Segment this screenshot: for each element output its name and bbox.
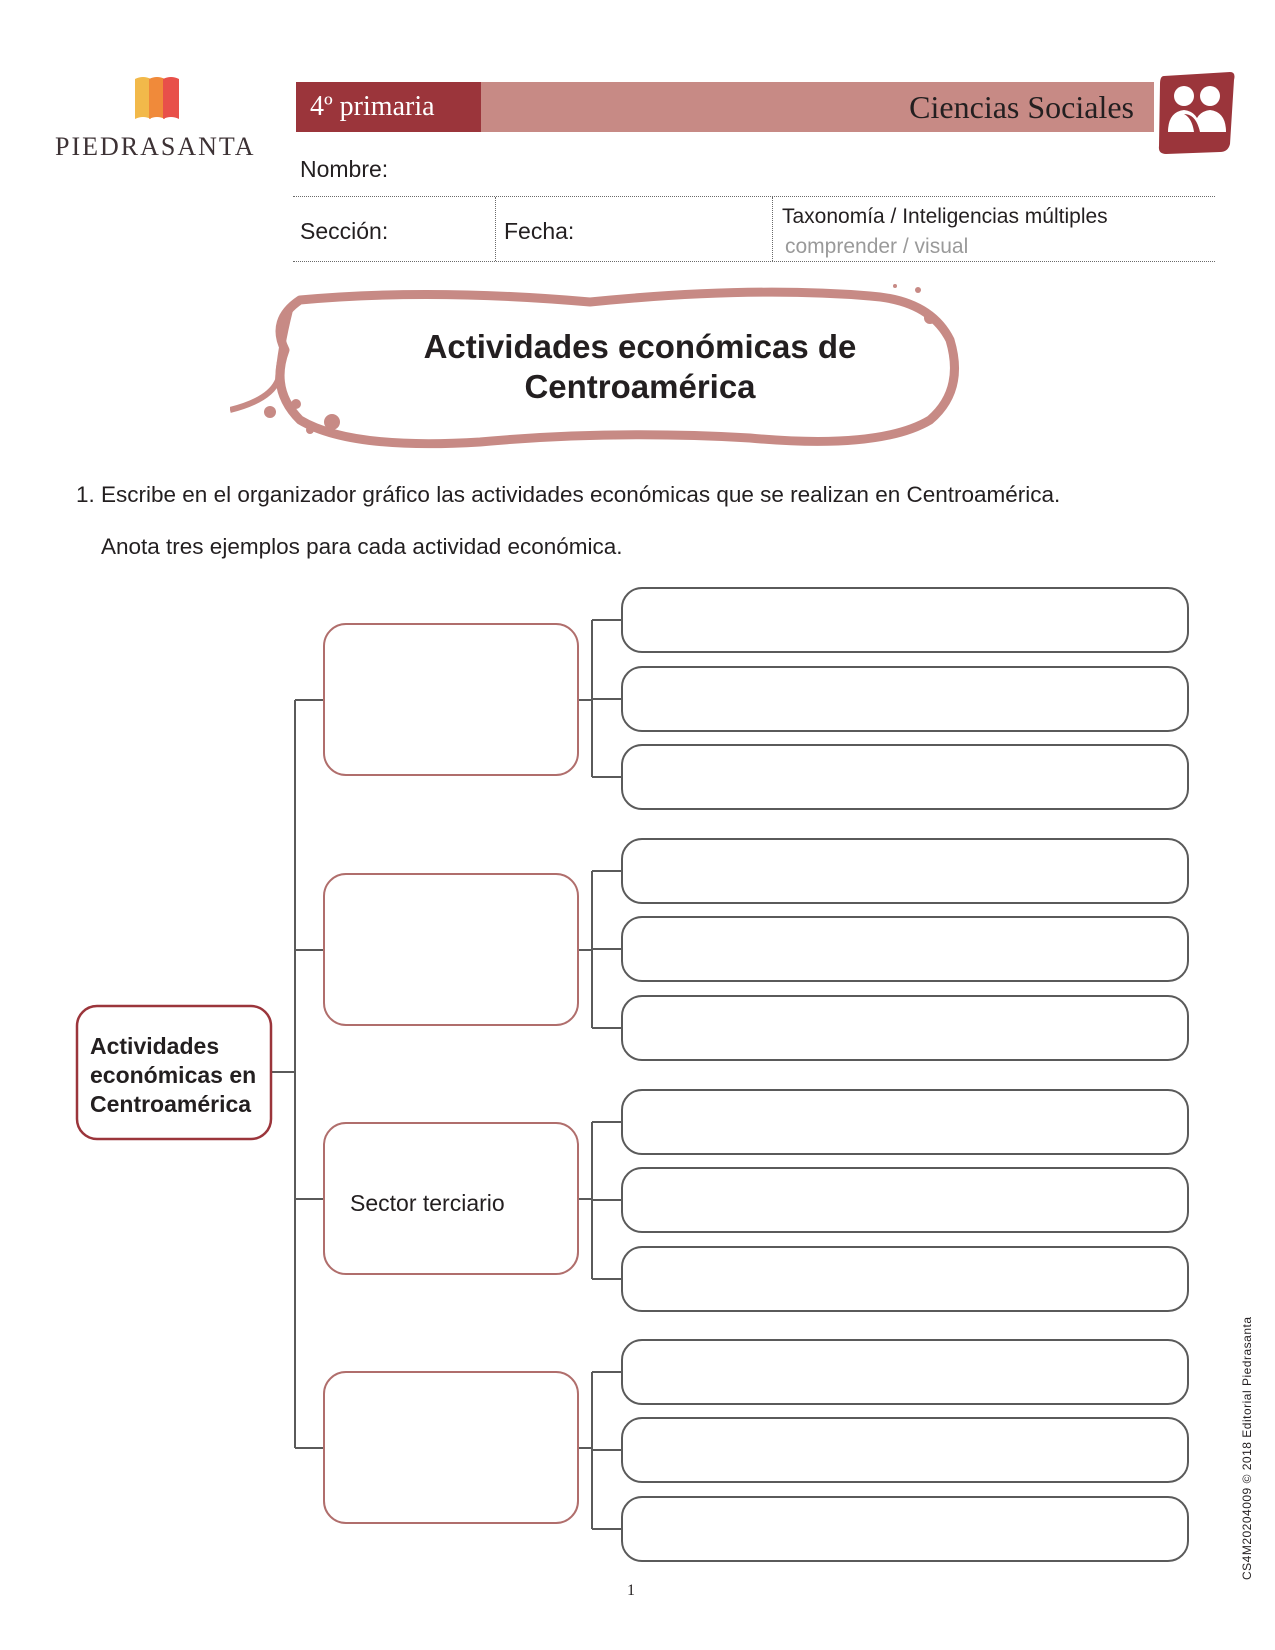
example-box-3-2[interactable] (622, 1168, 1188, 1232)
instruction-line-1: 1. Escribe en el organizador gráfico las actividades económicas que se realizan en Centroamérica. (76, 482, 1061, 507)
example-box-4-3[interactable] (622, 1497, 1188, 1561)
title-line-2: Centroamérica (524, 368, 756, 405)
date-label: Fecha: (504, 218, 575, 244)
example-box-4-1[interactable] (622, 1340, 1188, 1404)
sector-box-1[interactable] (324, 624, 578, 775)
example-box-2-1[interactable] (622, 839, 1188, 903)
example-box-4-2[interactable] (622, 1418, 1188, 1482)
brand-name: PIEDRASANTA (55, 132, 256, 161)
example-box-2-2[interactable] (622, 917, 1188, 981)
taxonomy-value: comprender / visual (785, 235, 969, 258)
sector-box-4[interactable] (324, 1372, 578, 1523)
side-code: CS4M20204009 © 2018 Editorial Piedrasanta (1240, 1316, 1254, 1580)
instruction-line-2: Anota tres ejemplos para cada actividad económica. (101, 534, 623, 559)
grade-label: 4º primaria (296, 82, 481, 132)
taxonomy-label: Taxonomía / Inteligencias múltiples (782, 205, 1108, 228)
sector-label-3: Sector terciario (350, 1190, 505, 1216)
section-label: Sección: (300, 218, 389, 244)
center-node-label: Actividades económicas en Centroamérica (90, 1033, 257, 1117)
example-box-1-2[interactable] (622, 667, 1188, 731)
example-box-3-3[interactable] (622, 1247, 1188, 1311)
name-label: Nombre: (300, 156, 389, 182)
example-box-1-3[interactable] (622, 745, 1188, 809)
title-line-1: Actividades económicas de (423, 328, 857, 365)
subject-title: Ciencias Sociales (909, 89, 1134, 125)
example-box-1-1[interactable] (622, 588, 1188, 652)
example-box-3-1[interactable] (622, 1090, 1188, 1154)
sector-box-2[interactable] (324, 874, 578, 1025)
page-number: 1 (627, 1582, 635, 1599)
example-box-2-3[interactable] (622, 996, 1188, 1060)
